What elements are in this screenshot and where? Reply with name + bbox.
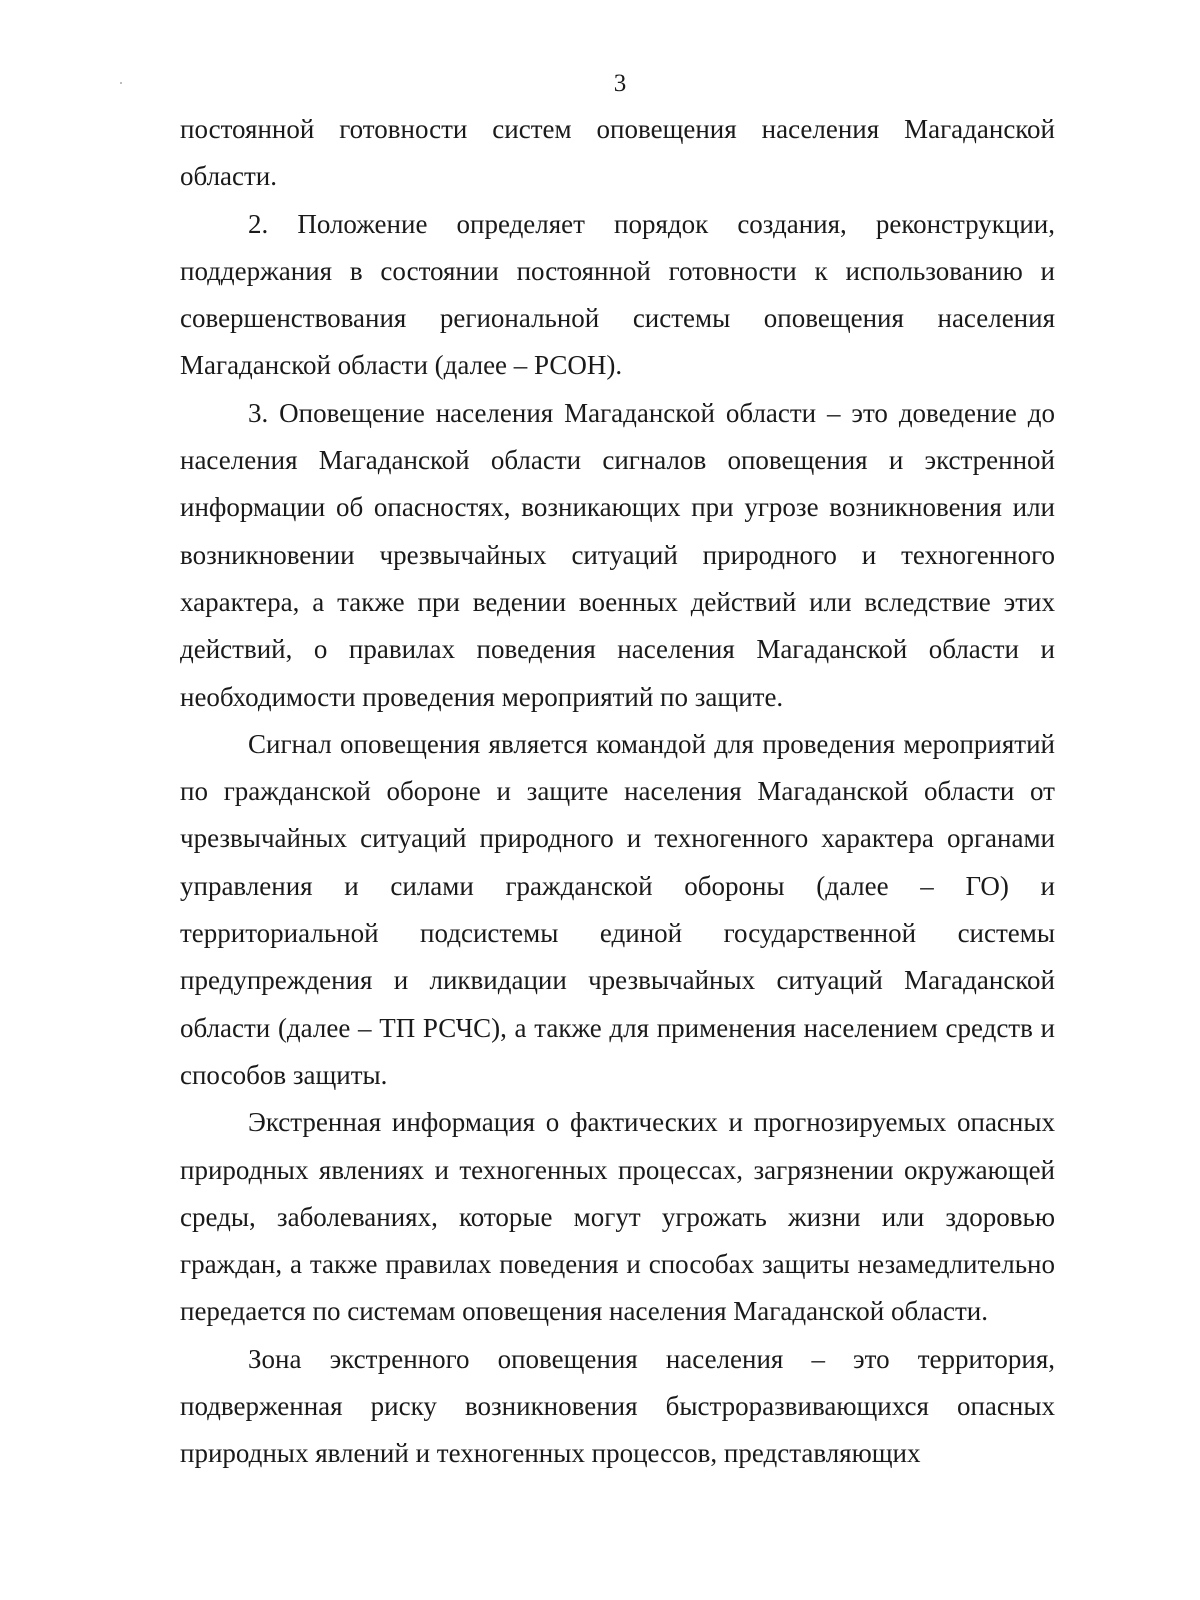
page-number: 3 [613, 70, 627, 97]
paragraph-alert-zone: Зона экстренного оповещения населения – это территория, подверженная риску возникновения быстроразвивающихся опасных природных явлений и техногенных процессов, представляющих [180, 1343, 1055, 1469]
paragraph-emergency-info: Экстренная информация о фактических и прогнозируемых опасных природных явлениях и техногенных процессах, загрязнении окружающей среды, заболеваниях, которые могут угрожать жизни или здоровью граждан, а также правилах поведения и способах защиты незамедлительно передается по системам оповещения населения Магаданской области. [180, 1107, 1055, 1327]
document-body [180, 106, 1055, 1478]
paragraph-item-2: 2. Положение определяет порядок создания, реконструкции, поддержания в состоянии постоянной готовности к использованию и совершенствования региональной системы оповещения населения Магаданской области (далее – РСОН). [180, 208, 1055, 381]
paragraph-signal: Сигнал оповещения является командой для проведения мероприятий по гражданской обороне и защите населения Магаданской области от чрезвычайных ситуаций природного и техногенного характера органами управления и силами гражданской обороны (далее – ГО) и территориальной подсистемы единой государственной системы предупреждения и ликвидации чрезвычайных ситуаций Магаданской области (далее – ТП РСЧС), а также для применения населением средств и способов защиты. [180, 728, 1055, 1090]
paragraph-item-3: 3. Оповещение населения Магаданской области – это доведение до населения Магаданской области сигналов оповещения и экстренной информации об опасностях, возникающих при угрозе возникновения или возникновении чрезвычайных ситуаций природного и техногенного характера, а также при ведении военных действий или вследствие этих действий, о правилах поведения населения Магаданской области и необходимости проведения мероприятий по защите. [180, 397, 1055, 712]
paragraph-continuation: постоянной готовности систем оповещения населения Магаданской области. [180, 114, 1055, 192]
